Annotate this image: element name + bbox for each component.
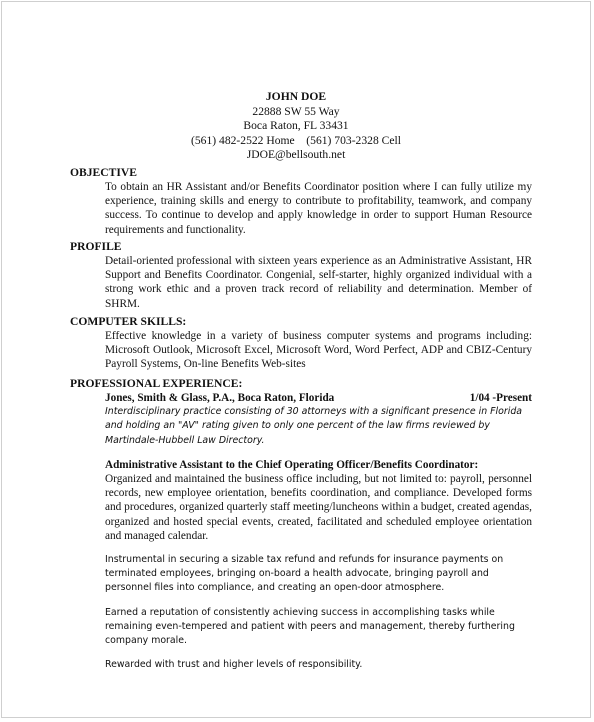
achievement-item: Instrumental in securing a sizable tax refund and refunds for insurance payments on terminated employees, bringing on-board a health advocate, bringing payroll and personnel files into compliance, and creating an open-door atmosphere.	[105, 554, 504, 594]
objective-section	[70, 166, 532, 237]
achievement-item: Rewarded with trust and higher levels of responsibility.	[105, 659, 363, 671]
employment-dates: 1/04 -Present	[469, 392, 532, 404]
street-address: 22888 SW 55 Way	[252, 104, 340, 118]
city-state-zip: Boca Raton, FL 33431	[243, 119, 349, 132]
objective-heading: OBJECTIVE	[70, 166, 138, 179]
email-address: JDOE@bellsouth.net	[246, 148, 346, 161]
employer-row	[105, 391, 532, 405]
firm-description: Interdisciplinary practice consisting of 30 attorneys with a significant presence in Florida and holding an "AV" rating given to only one percent of the law firms reviewed by Martindale-Hubbell Law Directory.	[105, 406, 523, 446]
phone-numbers: (561) 482-2522 Home (561) 703-2328 Cell	[191, 133, 401, 147]
experience-heading: PROFESSIONAL EXPERIENCE:	[70, 377, 243, 390]
experience-section	[70, 377, 532, 672]
objective-text: To obtain an HR Assistant and/or Benefits Coordinator position where I can fully utilize my experience, training skills and energy to contribute to profitability, teamwork, and company success. To continue to develop and apply knowledge in order to support Human Resource requirements and functionality.	[105, 181, 532, 236]
employer-name: Jones, Smith & Glass, P.A., Boca Raton, Florida	[105, 392, 335, 404]
profile-heading: PROFILE	[70, 240, 122, 253]
profile-text: Detail-oriented professional with sixteen years experience as an Administrative Assistant, HR Support and Benefits Coordinator. Congenial, self-starter, highly organized individual with a strong work ethic and a proven track record of reliability and determination. Member of SHRM.	[105, 255, 532, 310]
computer-skills-text: Effective knowledge in a variety of business computer systems and programs including: Microsoft Outlook, Microsoft Excel, Microsoft Word, Word Perfect, ADP and CBIZ-Century Payroll Systems, On-line Benefits Web-sites	[105, 330, 532, 371]
resume-page	[1, 1, 591, 718]
computer-skills-section	[70, 315, 532, 372]
job-duties: Organized and maintained the business office including, but not limited to: payroll, personnel records, new employee orientation, benefits coordination, and compliance. Developed forms and procedures, organized quarterly staff meeting/luncheons within a budget, created agendas, organized and hosted special events, created, facilitated and scheduled employee orientation and managed calendar.	[105, 473, 532, 542]
achievement-item: Earned a reputation of consistently achieving success in accomplishing tasks while remaining even-tempered and patient with peers and management, thereby furthering company morale.	[105, 606, 515, 647]
job-title: Administrative Assistant to the Chief Operating Officer/Benefits Coordinator:	[105, 458, 479, 471]
computer-skills-heading: COMPUTER SKILLS:	[70, 315, 187, 328]
candidate-name: JOHN DOE	[265, 90, 327, 103]
profile-section	[70, 240, 532, 311]
resume-header	[2, 90, 590, 163]
